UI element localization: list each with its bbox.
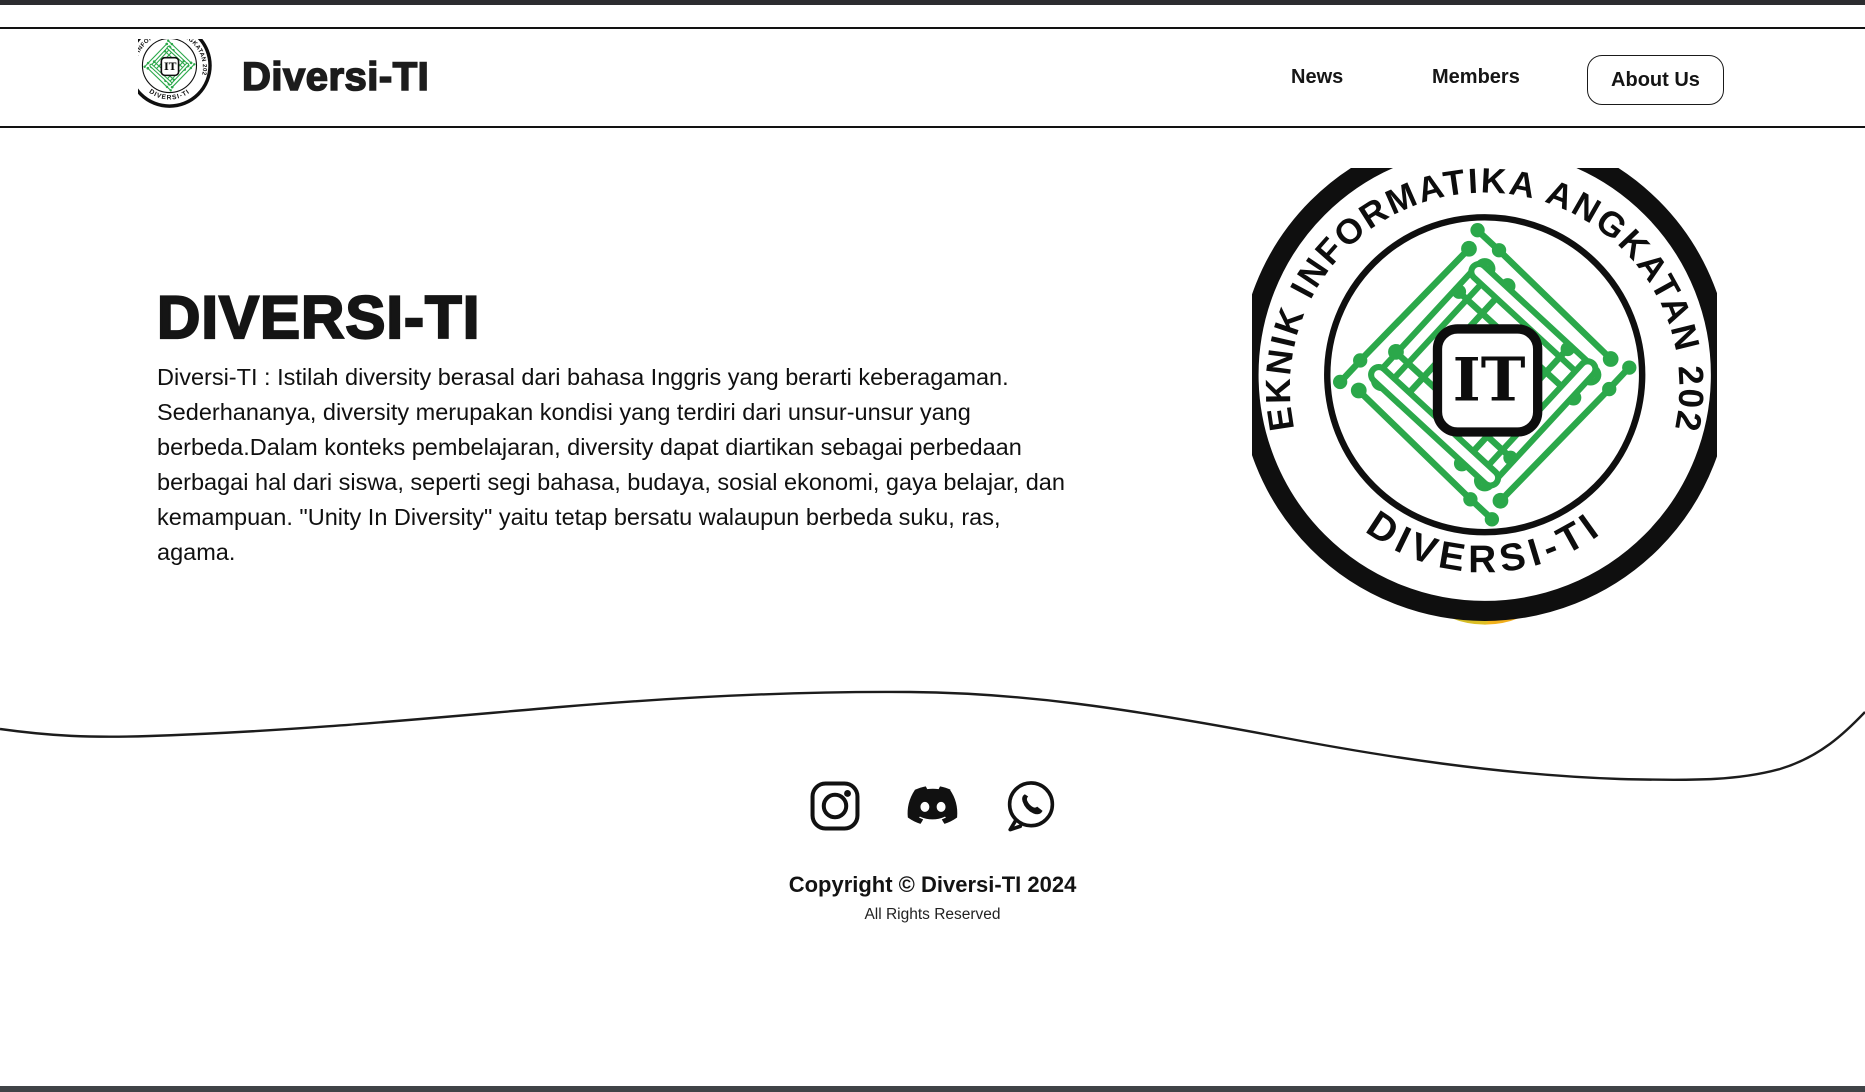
nav-item-members[interactable]: Members [1432,66,1520,88]
window-bottom-bar [0,1086,1865,1092]
nav-item-news[interactable]: News [1291,66,1344,88]
diversi-ti-logo-illustration [1252,168,1717,673]
brand-title[interactable]: Diversi-TI [242,55,430,99]
instagram-icon[interactable] [808,779,862,833]
about-us-button[interactable]: About Us [1587,55,1724,105]
rights-text: All Rights Reserved [864,906,1001,923]
hero-paragraph: Diversi-TI : Istilah diversity berasal dari bahasa Inggris yang berarti keberagaman. Sederhananya, diversity merupakan kondisi yang terdiri dari unsur-unsur yang berbeda.Dalam konteks pembelajaran, diversity dapat diartikan sebagai perbedaan berbagai hal dari siswa, seperti segi bahasa, budaya, sosial ekonomi, gaya belajar, dan kemampuan. "Unity In Diversity" yaitu tetap bersatu walaupun berbeda suku, ras, agama. [157,364,1065,565]
social-links [0,779,1865,833]
discord-icon[interactable] [906,779,960,833]
window-top-bar [0,0,1865,5]
page-title: DIVERSI-TI [157,284,481,351]
whatsapp-icon[interactable] [1004,779,1058,833]
copyright-text: Copyright © Diversi-TI 2024 [788,872,1077,897]
header-logo-icon[interactable] [138,39,226,127]
header [0,27,1865,128]
